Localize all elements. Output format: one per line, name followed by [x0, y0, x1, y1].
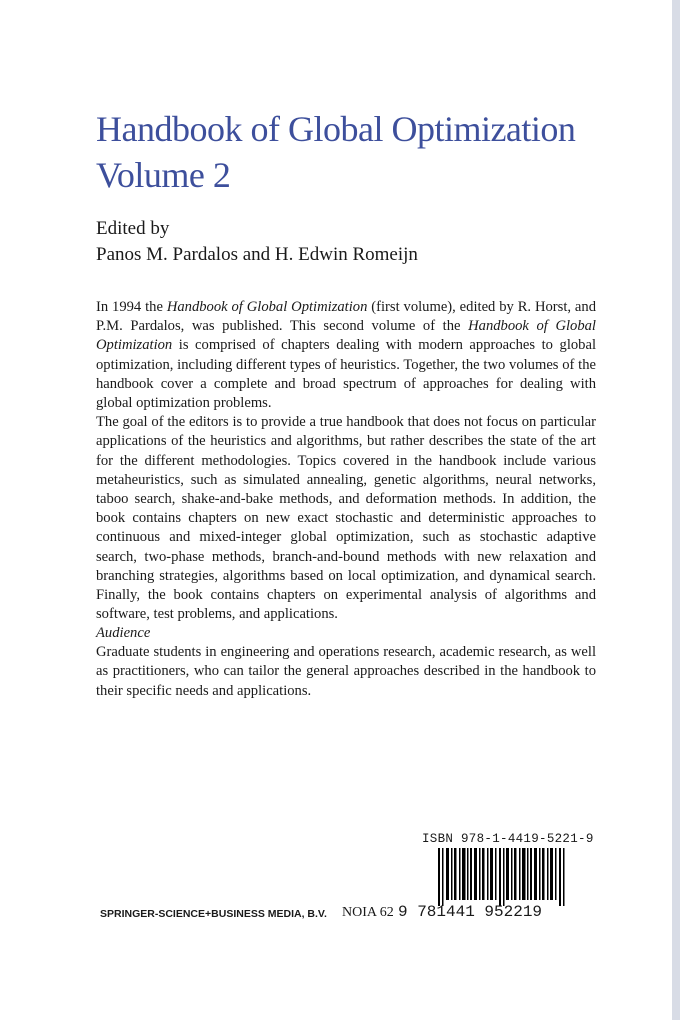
audience-text: Graduate students in engineering and operations research, academic research, as well as practitioners, who can tailor the general approaches described in the handbook to their specific needs and applications. [96, 644, 596, 699]
edited-by-label: Edited by [96, 218, 170, 239]
p1-text-c: is comprised of chapters dealing with modern approaches to global optimization, including different types of heuristics. Together, the two volumes of the handbook cover a complete and broad spectrum of approaches for dealing with global optimization problems. [96, 337, 596, 412]
description-paragraph-1 [96, 298, 596, 413]
book-title [96, 106, 575, 198]
p1-text-b: (first volume), edited by R. Horst, and P.M. Pardalos, was published. This second volume of the [96, 299, 596, 335]
publisher-name: SPRINGER-SCIENCE+BUSINESS MEDIA, B.V. [100, 908, 327, 920]
description-paragraph-2: The goal of the editors is to provide a true handbook that does not focus on particular applications of the heuristics and algorithms, but rather describes the state of the art for the different methodologies. Topics covered in the handbook include various metaheuristics, such as simulated annealing, genetic algorithms, neural networks, taboo search, shake-and-bake methods, and deformation methods. In addition, the book contains chapters on new exact stochastic and deterministic approaches to continuous and mixed-integer global optimization, such as stochastic adaptive search, two-phase methods, branch-and-bound methods with new relaxation and branching strategies, algorithms based on local optimization, and dynamical search. Finally, the book contains chapters on experimental analysis of algorithms and software, test problems, and applications. [96, 414, 596, 623]
audience-heading: Audience [96, 625, 151, 641]
p1-italic-title-2: Handbook of Global Optimization [96, 318, 596, 354]
audience-section [96, 624, 596, 701]
p1-text-a: In 1994 the [96, 299, 167, 315]
editors-block [96, 216, 418, 268]
series-code: NOIA 62 [342, 905, 394, 920]
editor-names: Panos M. Pardalos and H. Edwin Romeijn [96, 244, 418, 265]
barcode-digits: 9 781441 952219 [398, 903, 543, 921]
title-line-1: Handbook of Global Optimization [96, 109, 576, 149]
cover-edge [672, 0, 680, 1020]
isbn-label: ISBN 978-1-4419-5221-9 [422, 832, 594, 846]
title-line-2: Volume 2 [96, 155, 231, 195]
description [96, 298, 596, 624]
barcode [438, 848, 568, 906]
p1-italic-title-1: Handbook of Global Optimization [166, 299, 368, 315]
